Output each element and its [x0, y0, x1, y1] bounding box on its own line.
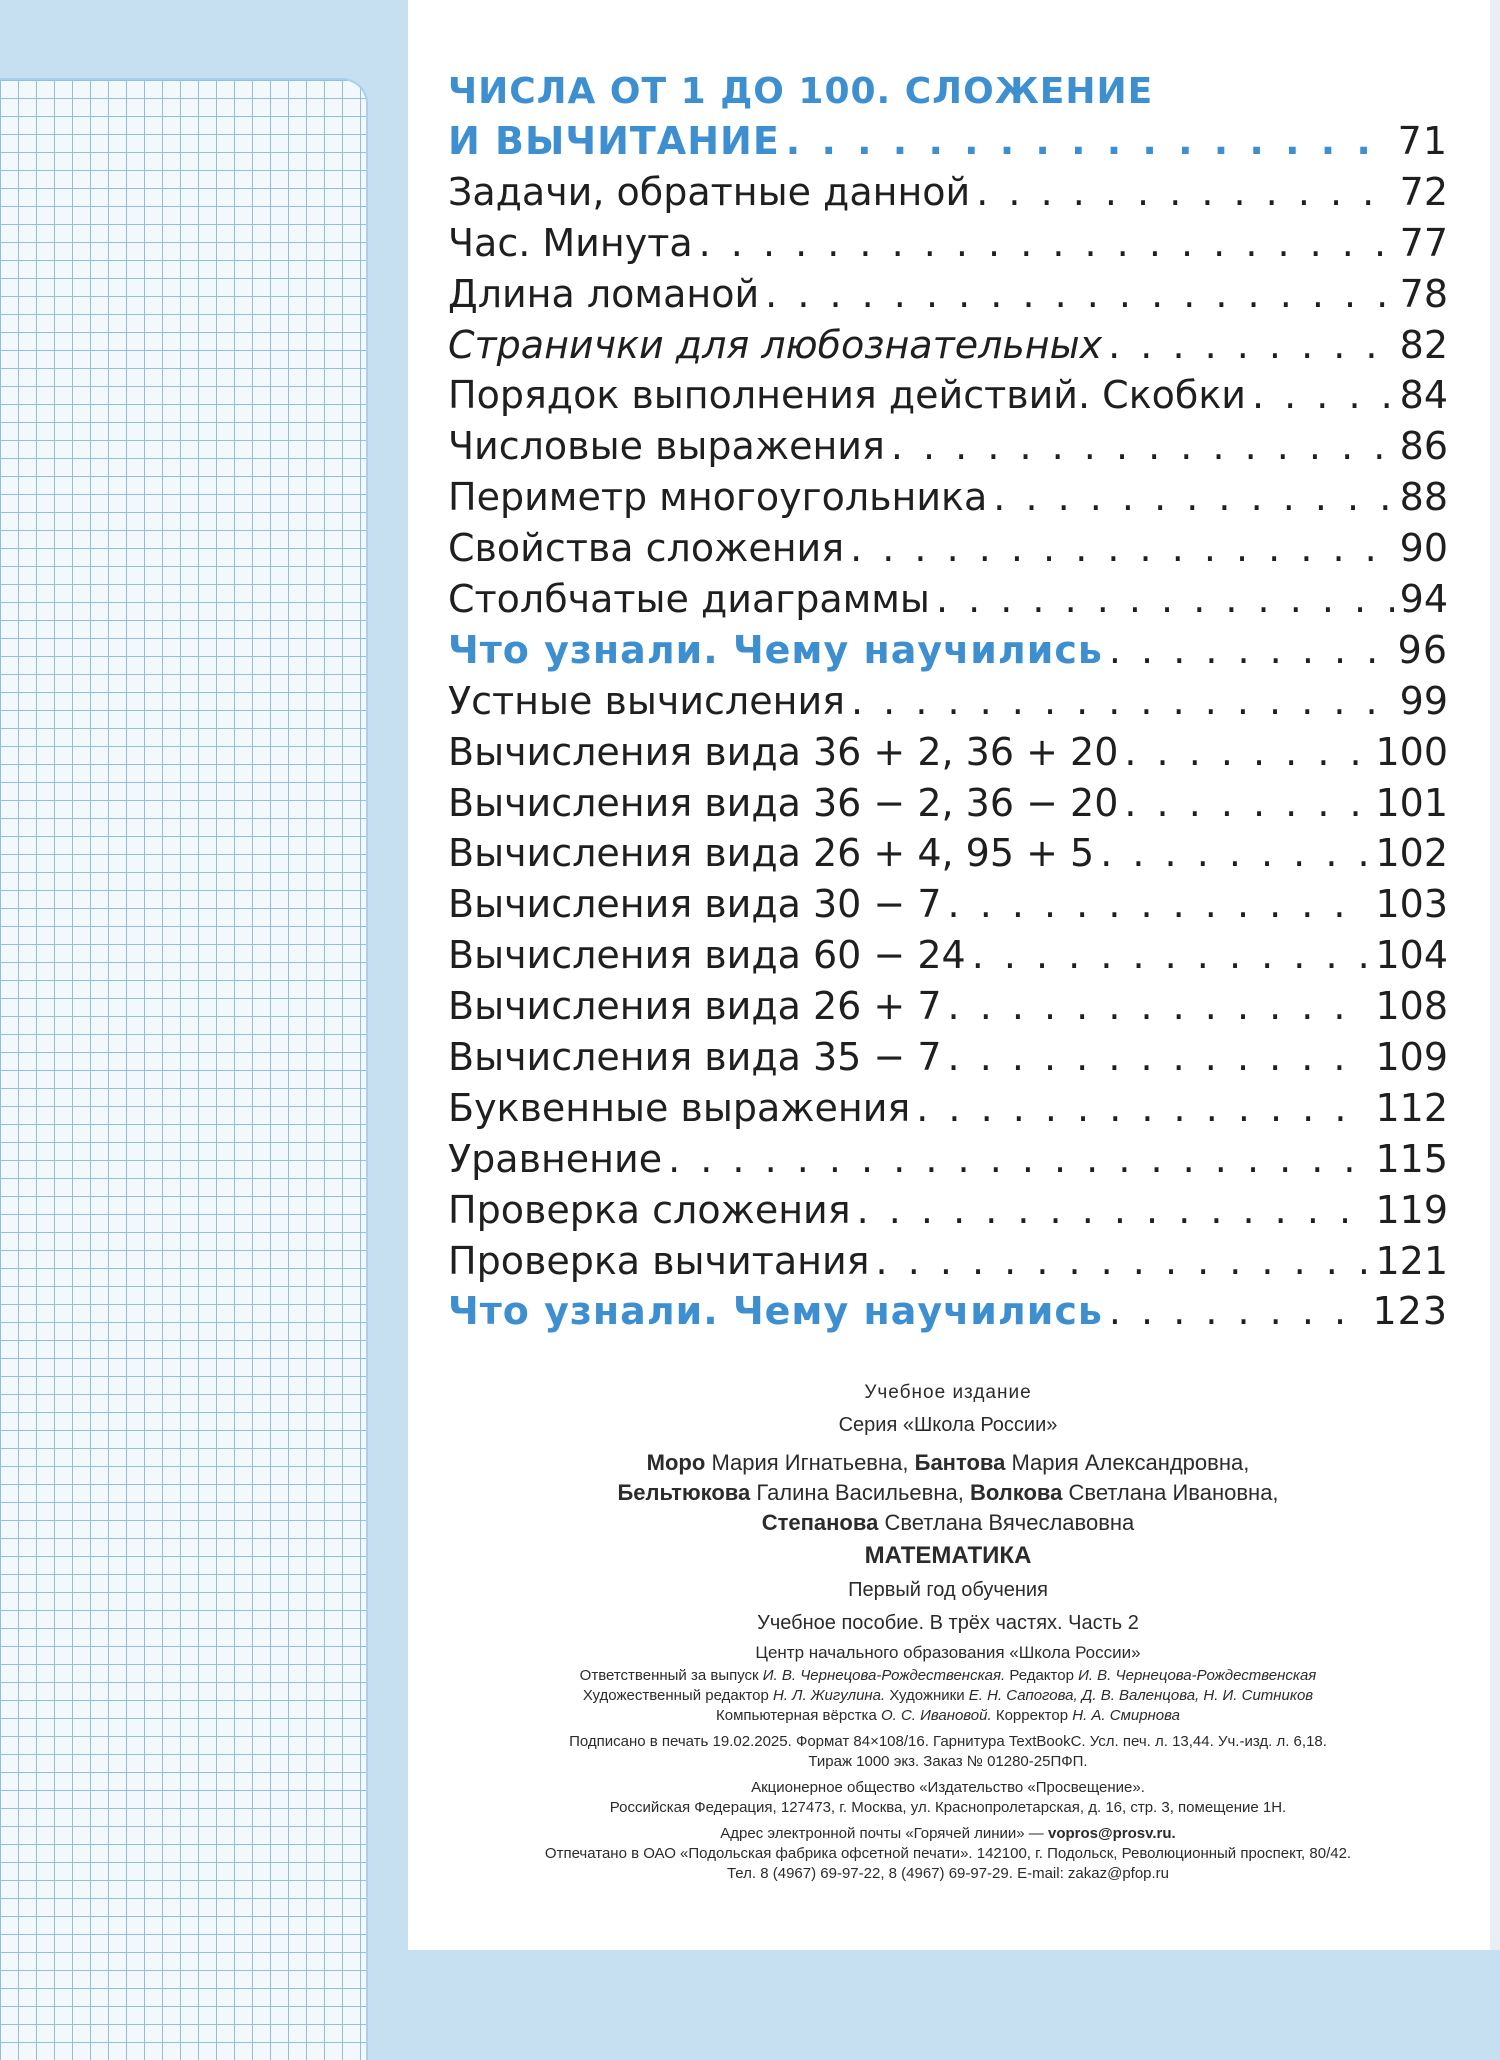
hotline-line: Адрес электронной почты «Горячей линии» — vopros@prosv.ru. [720, 1825, 1176, 1842]
art-editor-line: Художественный редактор Н. Л. Жигулина. Художники Е. Н. Сапогова, Д. В. Валенцова, Н. И. Ситников [582, 1687, 1314, 1704]
toc-entry: Устные вычисления . . . 99 [448, 676, 1448, 727]
center-name: Центр начального образования «Школа России» [755, 1643, 1141, 1662]
toc-entry: Числовые выражения . . . 86 [448, 421, 1448, 472]
toc-entry: Порядок выполнения действий. Скобки . . . 84 [448, 370, 1448, 421]
study-year: Первый год обучения [848, 1579, 1048, 1601]
authors-line-2: Бельтюкова Галина Васильевна, Волкова Светлана Ивановна, [617, 1480, 1279, 1505]
toc-entry: Свойства сложения . . . 90 [448, 523, 1448, 574]
toc-entry: Периметр многоугольника . . . 88 [448, 472, 1448, 523]
toc-entry: Вычисления вида 30 − 7 . . . 103 [448, 879, 1448, 930]
toc-entry: Задачи, обратные данной . . . 72 [448, 167, 1448, 218]
graph-paper-background [0, 78, 368, 2060]
authors-line-1: Моро Мария Игнатьевна, Бантова Мария Александровна, [646, 1450, 1250, 1475]
toc-entry: Вычисления вида 26 + 4, 95 + 5 . . . 102 [448, 828, 1448, 879]
book-title: МАТЕМАТИКА [864, 1542, 1032, 1569]
toc-entry: Столбчатые диаграммы . . . 94 [448, 574, 1448, 625]
manual-part: Учебное пособие. В трёх частях. Часть 2 [757, 1612, 1139, 1634]
page-edge [1490, 0, 1500, 1950]
toc-entry-review: Что узнали. Чему научились . . . 96 [448, 625, 1448, 676]
edition-type: Учебное издание [864, 1382, 1032, 1403]
toc-entry: Уравнение . . . 115 [448, 1134, 1448, 1185]
toc-entry: Вычисления вида 60 − 24 . . . 104 [448, 930, 1448, 981]
printed-at: Отпечатано в ОАО «Подольская фабрика офсетной печати». 142100, г. Подольск, Революционный проспект, 80/42. [544, 1845, 1352, 1862]
book-page [408, 0, 1500, 1950]
toc-entry-section-end: И ВЫЧИТАНИЕ . . . 71 [448, 116, 1448, 167]
toc-entry-review: Что узнали. Чему научились . . . 123 [448, 1286, 1448, 1337]
toc-entry: Странички для любознательных . . . 82 [448, 320, 1448, 371]
toc-entry: Проверка вычитания . . . 121 [448, 1236, 1448, 1287]
publisher-address: Российская Федерация, 127473, г. Москва, ул. Краснопролетарская, д. 16, стр. 3, помещение 1Н. [609, 1799, 1287, 1816]
section-heading: ЧИСЛА ОТ 1 ДО 100. СЛОЖЕНИЕ [448, 71, 1154, 112]
print-run: Тираж 1000 экз. Заказ № 01280-25ПФП. [808, 1753, 1088, 1770]
imprint-block [408, 1376, 1488, 1884]
toc-entry: Буквенные выражения . . . 112 [448, 1083, 1448, 1134]
toc-entry: Проверка сложения . . . 119 [448, 1185, 1448, 1236]
toc-entry: Вычисления вида 36 − 2, 36 − 20 . . . 101 [448, 778, 1448, 829]
toc-entry: Час. Минута . . . 77 [448, 218, 1448, 269]
publisher: Акционерное общество «Издательство «Просвещение». [751, 1779, 1145, 1796]
series: Серия «Школа России» [838, 1414, 1058, 1436]
toc-entry: Длина ломаной . . . 78 [448, 269, 1448, 320]
signed-line: Подписано в печать 19.02.2025. Формат 84×108/16. Гарнитура TextBookC. Усл. печ. л. 13,44. Уч.-изд. л. 6,18. [569, 1733, 1327, 1750]
authors-line-3: Степанова Светлана Вячеславовна [761, 1510, 1135, 1535]
table-of-contents [448, 66, 1448, 1337]
toc-entry: Вычисления вида 35 − 7 . . . 109 [448, 1032, 1448, 1083]
toc-entry: Вычисления вида 26 + 7 . . . 108 [448, 981, 1448, 1032]
phones: Тел. 8 (4967) 69-97-22, 8 (4967) 69-97-29. E-mail: zakaz@pfop.ru [726, 1865, 1170, 1882]
toc-entry: Вычисления вида 36 + 2, 36 + 20 . . . 100 [448, 727, 1448, 778]
layout-line: Компьютерная вёрстка О. С. Ивановой. Корректор Н. А. Смирнова [715, 1707, 1180, 1724]
responsible-line: Ответственный за выпуск И. В. Чернецова-Рождественская. Редактор И. В. Чернецова-Рождественская [579, 1667, 1317, 1684]
